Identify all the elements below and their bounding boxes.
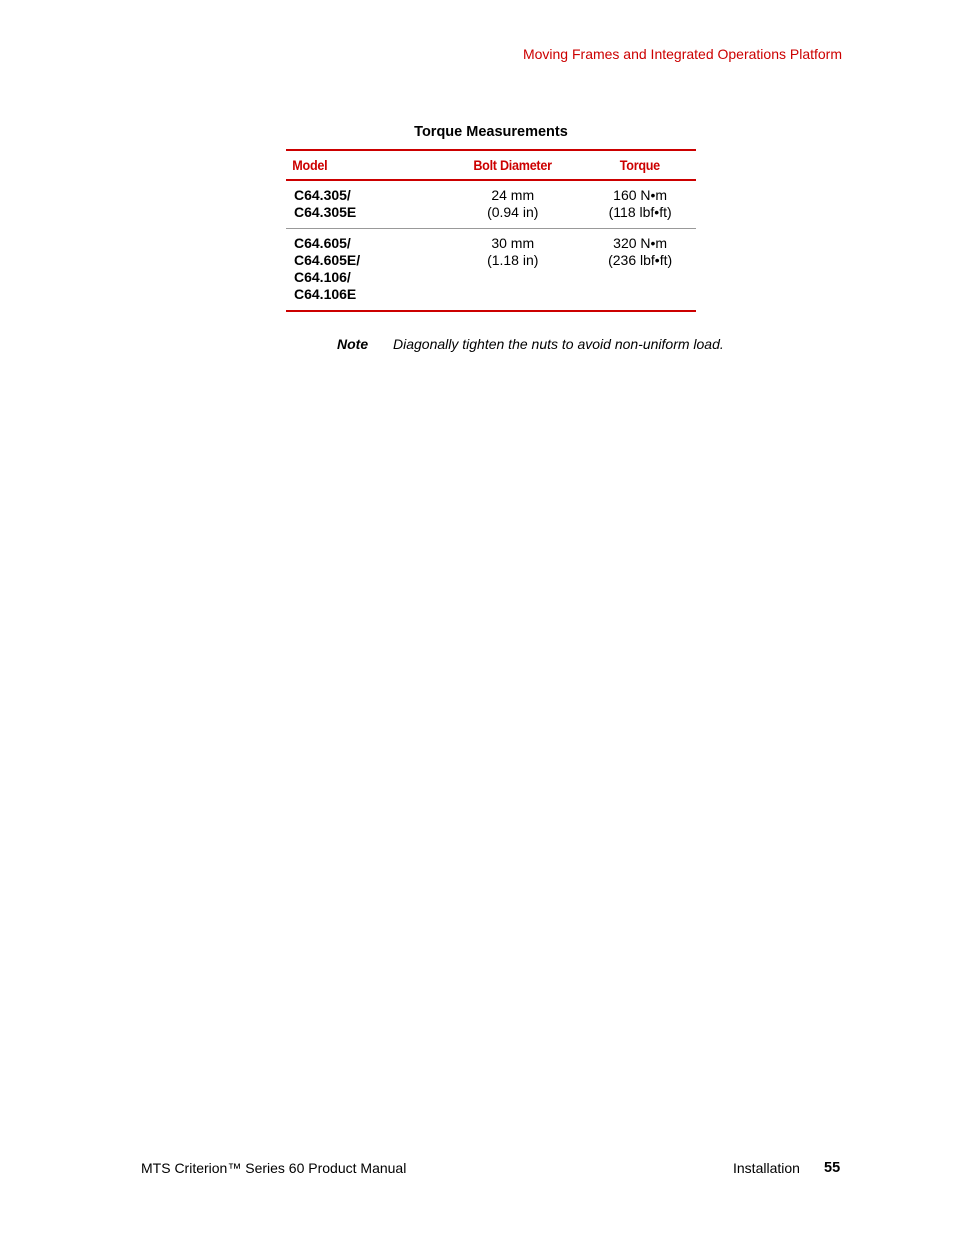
model-cell xyxy=(286,229,441,312)
torque-cell xyxy=(584,180,696,229)
torque-table xyxy=(286,149,696,312)
torque-table-section xyxy=(286,124,696,312)
note xyxy=(337,336,724,352)
torque-metric: 320 N•m xyxy=(613,235,668,251)
bolt-diameter-cell xyxy=(441,180,584,229)
running-header: Moving Frames and Integrated Operations Platform xyxy=(522,46,842,62)
bolt-diameter-metric: 30 mm xyxy=(491,235,535,251)
note-label: Note xyxy=(337,336,369,352)
column-header-model: Model xyxy=(292,157,328,173)
torque-imperial: (236 lbf•ft) xyxy=(608,252,673,268)
table-row xyxy=(286,229,696,312)
table-row xyxy=(286,180,696,229)
note-text: Diagonally tighten the nuts to avoid non-uniform load. xyxy=(393,336,724,352)
footer-section-name: Installation xyxy=(733,1160,800,1176)
page-number: 55 xyxy=(824,1160,841,1176)
column-header-bolt-diameter: Bolt Diameter xyxy=(473,157,552,173)
model-cell xyxy=(286,180,441,229)
model-line: C64.305E xyxy=(294,204,357,220)
column-header-torque: Torque xyxy=(620,157,661,173)
model-line: C64.106/ xyxy=(294,269,351,285)
torque-metric: 160 N•m xyxy=(613,187,668,203)
table-title: Torque Measurements xyxy=(414,124,568,140)
bolt-diameter-cell xyxy=(441,229,584,312)
model-line: C64.605/ xyxy=(294,235,351,251)
model-line: C64.605E/ xyxy=(294,252,361,268)
model-line: C64.106E xyxy=(294,286,357,302)
bolt-diameter-imperial: (0.94 in) xyxy=(487,204,539,220)
model-line: C64.305/ xyxy=(294,187,351,203)
torque-imperial: (118 lbf•ft) xyxy=(608,204,672,220)
bolt-diameter-metric: 24 mm xyxy=(491,187,535,203)
footer-manual-title: MTS Criterion™ Series 60 Product Manual xyxy=(141,1160,407,1176)
torque-cell xyxy=(584,229,696,312)
bolt-diameter-imperial: (1.18 in) xyxy=(487,252,539,268)
table-header-row xyxy=(286,150,696,180)
